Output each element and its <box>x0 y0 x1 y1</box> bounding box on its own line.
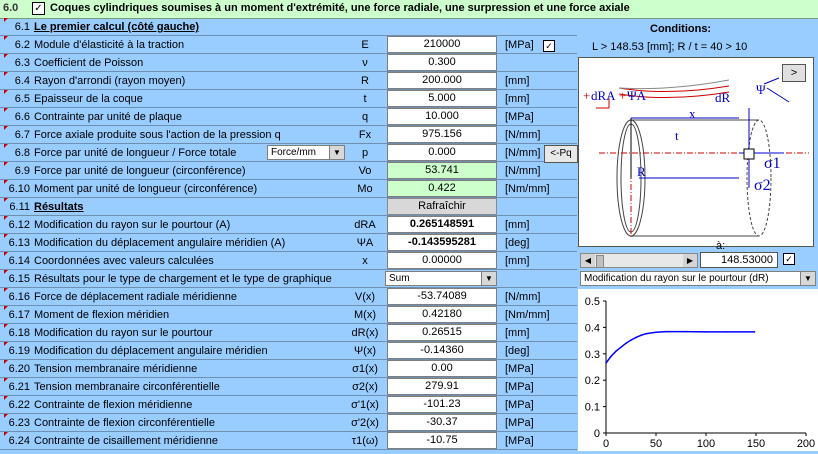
row-number: 6.1 <box>6 21 30 33</box>
row-label: Force par unité de longueur / Force totale <box>34 147 237 159</box>
y-tick-label: 0.4 <box>584 322 600 335</box>
shell-diagram-svg <box>579 58 813 246</box>
row-divider <box>0 449 577 450</box>
row-label: Modification du rayon sur le pourtour <box>34 327 213 339</box>
row-label: Modification du rayon sur le pourtour (A) <box>34 219 231 231</box>
chart-type-select[interactable] <box>580 271 816 286</box>
row-value: -0.143595281 <box>387 234 497 251</box>
table-row <box>0 90 577 108</box>
row-unit: [MPa] <box>505 399 534 411</box>
row-number: 6.18 <box>6 327 30 339</box>
row-symbol: E <box>361 39 369 51</box>
table-row <box>0 72 577 90</box>
row-value: -53.74089 <box>387 288 497 305</box>
row-value: 0.422 <box>387 180 497 197</box>
conditions-text: L > 148.53 [mm]; R / t = 40 > 10 <box>592 41 748 53</box>
row-unit: [MPa] <box>505 363 534 375</box>
row-unit: [Nm/mm] <box>505 309 550 321</box>
row-number: 6.8 <box>6 147 30 159</box>
row-symbol: Mo <box>357 183 373 195</box>
x-tick-label: 100 <box>696 438 716 450</box>
row-symbol: dR(x) <box>351 327 379 339</box>
data-point <box>665 331 667 333</box>
row-unit: [mm] <box>505 219 530 231</box>
row-unit: [mm] <box>505 75 530 87</box>
diagram-r: R <box>637 164 646 179</box>
row-number: 6.22 <box>6 399 30 411</box>
row-unit: [MPa] <box>505 39 534 51</box>
data-point <box>615 350 617 352</box>
data-point <box>754 331 756 333</box>
row-number: 6.2 <box>6 39 30 51</box>
table-row <box>0 54 577 72</box>
row-number: 6.15 <box>6 273 30 285</box>
row-symbol: t <box>363 93 367 105</box>
row-label: Contrainte par unité de plaque <box>34 111 182 123</box>
table-row <box>0 216 577 234</box>
y-tick-label: 0.5 <box>584 296 600 308</box>
row-symbol: Fx <box>358 129 372 141</box>
table-row <box>0 396 577 414</box>
row-value: -101.23 <box>387 396 497 413</box>
section-number: 6.0 <box>3 2 19 14</box>
row-symbol: τ1(ω) <box>351 435 379 447</box>
row-symbol: σ'1(x) <box>351 399 379 411</box>
row-value: -0.14360 <box>387 342 497 359</box>
diagram-sigma1: σ1 <box>764 155 781 172</box>
position-checkbox[interactable]: ✓ <box>783 253 795 265</box>
row-symbol: dRA <box>354 219 376 231</box>
chart-type-value: Modification du rayon sur le pourtour (dR) <box>584 273 769 284</box>
row-label: Tension membranaire circonférentielle <box>34 381 220 393</box>
position-scrollbar[interactable] <box>580 253 698 268</box>
force-type-select[interactable] <box>267 145 345 160</box>
row-value: 53.741 <box>387 162 497 179</box>
row-label: Force de déplacement radiale méridienne <box>34 291 238 303</box>
row-label: Coefficient de Poisson <box>34 57 144 69</box>
row-label: Moment de flexion méridien <box>34 309 170 321</box>
table-row <box>0 378 577 396</box>
table-row <box>0 342 577 360</box>
data-point <box>635 337 637 339</box>
row-number: 6.14 <box>6 255 30 267</box>
load-type-value: Sum <box>389 273 410 284</box>
next-image-button[interactable]: > <box>782 64 806 82</box>
row-value[interactable]: 0.00000 <box>387 252 497 269</box>
row-symbol: Vo <box>358 165 372 177</box>
row-value: 975.156 <box>387 126 497 143</box>
row-number: 6.3 <box>6 57 30 69</box>
diagram-x: x <box>689 106 696 121</box>
position-input[interactable]: 148.53000 <box>700 252 778 268</box>
row-number: 6.21 <box>6 381 30 393</box>
row-symbol: q <box>361 111 369 123</box>
row-label: Résultats <box>34 201 84 213</box>
row-unit: [MPa] <box>505 435 534 447</box>
unit-checkbox[interactable]: ✓ <box>543 40 555 52</box>
row-unit: [mm] <box>505 327 530 339</box>
row-value: -10.75 <box>387 432 497 449</box>
row-label: Moment par unité de longueur (circonférence) <box>34 183 258 195</box>
table-row <box>0 108 577 126</box>
data-point <box>620 346 622 348</box>
row-symbol: V(x) <box>354 291 376 303</box>
row-symbol: R <box>361 75 369 87</box>
table-row <box>0 36 577 54</box>
series-line <box>606 332 755 363</box>
row-symbol: σ1(x) <box>352 363 378 375</box>
table-row <box>0 126 577 144</box>
row-value: 0.265148591 <box>387 216 497 233</box>
row-label: Epaisseur de la coque <box>34 93 143 105</box>
row-value: 0.00 <box>387 360 497 377</box>
row-unit: [N/mm] <box>505 165 541 177</box>
row-label: Module d'élasticité à la traction <box>34 39 185 51</box>
row-number: 6.19 <box>6 345 30 357</box>
row-label: Contrainte de flexion circonférentielle <box>34 417 215 429</box>
result-chart-svg <box>578 289 818 451</box>
diagram-dr: dR <box>715 90 731 105</box>
row-number: 6.16 <box>6 291 30 303</box>
row-value: 279.91 <box>387 378 497 395</box>
x-tick-label: 0 <box>602 438 610 450</box>
row-symbol: p <box>361 147 369 159</box>
x-tick-label: 50 <box>649 438 663 450</box>
load-type-select[interactable] <box>385 271 497 286</box>
table-row <box>0 288 577 306</box>
force-type-value: Force/mm <box>271 147 316 158</box>
row-number: 6.6 <box>6 111 30 123</box>
row-symbol: σ2(x) <box>352 381 378 393</box>
row-label: Coordonnées avec valeurs calculées <box>34 255 214 267</box>
chevron-down-icon: ▼ <box>329 146 344 159</box>
scroll-left-icon[interactable]: ◀ <box>581 254 595 267</box>
table-row <box>0 18 577 36</box>
y-tick-label: 0.2 <box>584 375 600 388</box>
row-unit: [MPa] <box>505 417 534 429</box>
row-label: Modification du déplacement angulaire méridien (A) <box>34 237 286 249</box>
diagram-psia: ΨA <box>627 88 646 103</box>
diagram-sigma2: σ2 <box>754 177 771 194</box>
row-number: 6.23 <box>6 417 30 429</box>
diagram-plus-2: + <box>619 88 627 103</box>
row-value[interactable]: 0.300 <box>387 54 497 71</box>
conditions-title: Conditions: <box>650 23 712 35</box>
row-unit: [deg] <box>505 345 530 357</box>
diagram-psi: Ψ <box>756 82 766 97</box>
data-point <box>640 335 642 337</box>
row-unit: [mm] <box>505 93 530 105</box>
table-row <box>0 324 577 342</box>
row-label: Modification du déplacement angulaire méridien <box>34 345 268 357</box>
row-number: 6.10 <box>6 183 30 195</box>
data-point <box>605 362 607 364</box>
row-value[interactable]: 5.000 <box>387 90 497 107</box>
row-label: Rayon d'arrondi (rayon moyen) <box>34 75 186 87</box>
table-row <box>0 180 577 198</box>
row-number: 6.13 <box>6 237 30 249</box>
data-point <box>630 339 632 341</box>
y-tick-label: 0.3 <box>584 348 600 361</box>
diagram-dra: dRA <box>591 88 616 103</box>
scroll-thumb[interactable] <box>596 255 604 268</box>
scroll-right-icon[interactable]: ▶ <box>683 254 697 267</box>
data-point <box>610 356 612 358</box>
row-value[interactable]: 0.000 <box>387 144 497 161</box>
row-label: Contrainte de flexion méridienne <box>34 399 193 411</box>
x-tick-label: 150 <box>746 438 766 450</box>
shell-diagram <box>578 57 814 247</box>
y-tick-label: 0 <box>593 428 600 440</box>
x-tick-label: 200 <box>796 438 816 450</box>
diagram-plus-1: + <box>583 88 591 103</box>
row-number: 6.4 <box>6 75 30 87</box>
data-point <box>655 331 657 333</box>
table-row <box>0 234 577 252</box>
row-number: 6.11 <box>6 201 30 213</box>
row-label: Force par unité de longueur (circonférence) <box>34 165 246 177</box>
y-tick-label: 0.1 <box>584 401 600 414</box>
chevron-down-icon: ▼ <box>800 272 815 285</box>
row-number: 6.5 <box>6 93 30 105</box>
row-label: Force axiale produite sous l'action de la pression q <box>34 129 281 141</box>
row-value: -30.37 <box>387 414 497 431</box>
row-label: Résultats pour le type de chargement et le type de graphique <box>34 273 332 285</box>
row-unit: [mm] <box>505 255 530 267</box>
row-number: 6.12 <box>6 219 30 231</box>
row-unit: [N/mm] <box>505 129 541 141</box>
row-symbol: ν <box>362 57 368 69</box>
data-point <box>725 331 727 333</box>
data-point <box>685 331 687 333</box>
row-unit: [N/mm] <box>505 291 541 303</box>
row-label: Le premier calcul (côté gauche) <box>34 21 200 33</box>
result-chart <box>578 289 818 451</box>
row-unit: [N/mm] <box>505 147 541 159</box>
data-point <box>645 333 647 335</box>
diagram-t: t <box>675 128 679 143</box>
row-value[interactable]: 200.000 <box>387 72 497 89</box>
data-point <box>705 331 707 333</box>
title-checkbox[interactable]: ✓ <box>32 2 45 15</box>
row-symbol: σ'2(x) <box>351 417 379 429</box>
row-number: 6.24 <box>6 435 30 447</box>
row-label: Tension membranaire méridienne <box>34 363 198 375</box>
row-unit: [MPa] <box>505 111 534 123</box>
pq-button[interactable]: <-Pq <box>544 145 578 163</box>
row-value[interactable]: 10.000 <box>387 108 497 125</box>
row-unit: [deg] <box>505 237 530 249</box>
row-number: 6.9 <box>6 165 30 177</box>
row-symbol: Ψ(x) <box>353 345 377 357</box>
row-unit: [Nm/mm] <box>505 183 550 195</box>
row-number: 6.20 <box>6 363 30 375</box>
row-symbol: M(x) <box>354 309 376 321</box>
row-symbol: x <box>362 255 368 267</box>
refresh-button[interactable]: Rafraîchir <box>387 198 497 215</box>
chevron-down-icon: ▼ <box>481 272 496 285</box>
row-value: 0.26515 <box>387 324 497 341</box>
table-row <box>0 432 577 450</box>
row-symbol: ΨA <box>356 237 374 249</box>
data-point <box>625 342 627 344</box>
table-row <box>0 162 577 180</box>
row-number: 6.17 <box>6 309 30 321</box>
row-unit: [MPa] <box>505 381 534 393</box>
table-row <box>0 360 577 378</box>
table-row <box>0 414 577 432</box>
table-row <box>0 306 577 324</box>
row-number: 6.7 <box>6 129 30 141</box>
row-label: Contrainte de cisaillement méridienne <box>34 435 219 447</box>
table-row <box>0 252 577 270</box>
row-value: 0.42180 <box>387 306 497 323</box>
page-title: Coques cylindriques soumises à un moment d'extrémité, une force radiale, une surpression et une force axiale <box>50 2 630 14</box>
row-value[interactable]: 210000 <box>387 36 497 53</box>
position-label: à: <box>716 240 726 252</box>
